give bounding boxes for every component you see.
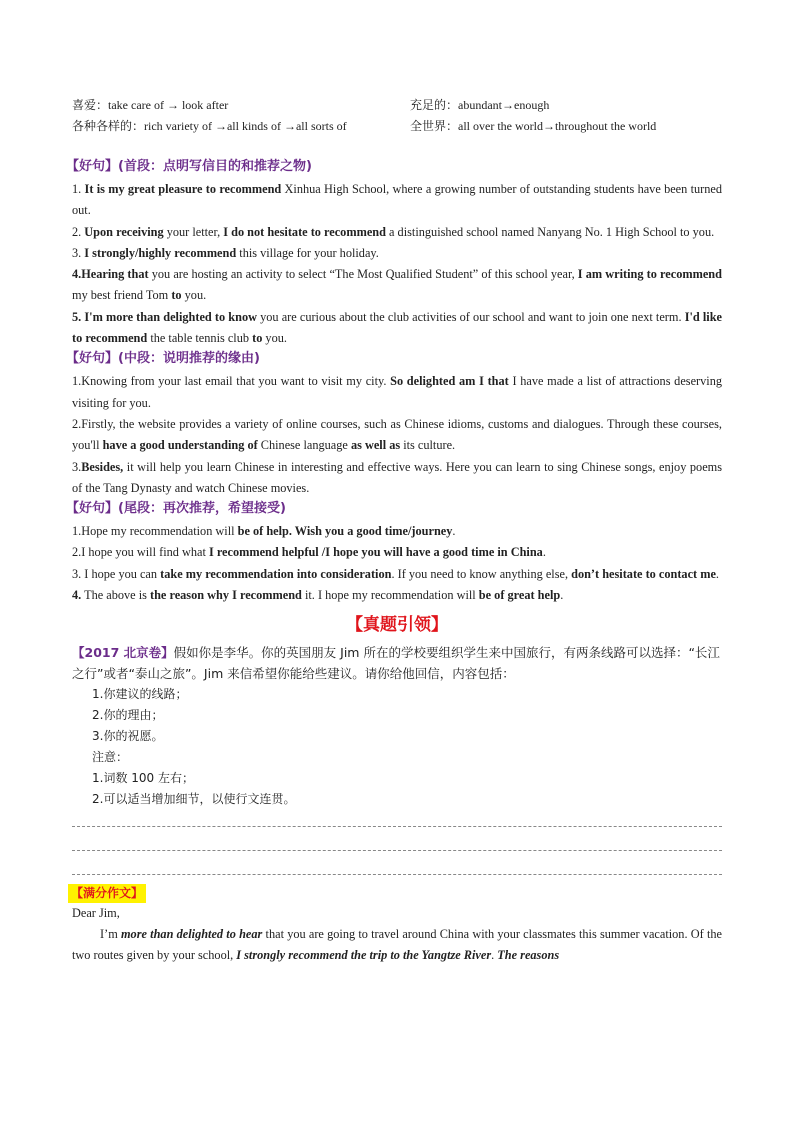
opening-sentence-5: 5. I'm more than delighted to know you are curious about the club activities of our school and want to join one next term. I'd like to recommend the table tennis club to you.: [72, 309, 722, 346]
vocab-left-2: 各种各样的：rich variety of →all kinds of →all sorts of: [72, 119, 347, 133]
ending-sentence-2: 2.I hope you will find what I recommend helpful /I hope you will have a good time in China.: [72, 545, 546, 560]
task-note-label: 注意：: [92, 750, 129, 765]
essay-greeting: Dear Jim,: [72, 906, 120, 921]
task-item: 1.词数 100 左右；: [92, 771, 194, 786]
task-prompt: [72, 642, 722, 684]
middle-sentence-1: 1.Knowing from your last email that you want to visit my city. So delighted am I that I have made a list of attractions deserving visiting for you.: [72, 374, 722, 410]
task-item: 1.你建议的线路；: [92, 687, 188, 702]
middle-sentence-3: 3.Besides, it will help you learn Chinese in interesting and effective ways. Here you can learn to sing Chinese songs, enjoy poems of the Tang Dynasty and watch Chinese movies.: [72, 459, 722, 495]
full-score-badge: 【满分作文】: [68, 884, 146, 903]
section-header-ending: 【好句】(尾段：再次推荐，希望接受): [66, 501, 286, 517]
section-header-middle: 【好句】(中段：说明推荐的缘由): [66, 351, 260, 367]
essay-paragraph: I’m more than delighted to hear that you are going to travel around China with your classmates this summer vacation. Of the two routes given by your school, I strongly recommend the trip to the Yangtze River. The reasons: [72, 927, 722, 963]
task-item: 3.你的祝愿。: [92, 729, 164, 744]
opening-sentence-2: 2. Upon receiving your letter, I do not hesitate to recommend a distinguished school named Nanyang No. 1 High School to you.: [72, 224, 715, 239]
vocabulary-table: [72, 95, 722, 157]
opening-sentence-3: 3. I strongly/highly recommend this village for your holiday.: [72, 245, 379, 260]
opening-sentence-4: 4.Hearing that you are hosting an activity to select “The Most Qualified Student” of this school year, I am writing to recommend my best friend Tom to you.: [72, 267, 722, 303]
task-text: 假如你是李华。你的英国朋友 Jim 所在的学校要组织学生来中国旅行，有两条线路可以选择：“长江之行”或者“泰山之旅”。Jim 来信希望你能给些建议。请你给他回信，内容包括：: [72, 645, 720, 682]
section-header-opening: 【好句】(首段：点明写信目的和推荐之物): [66, 159, 312, 174]
task-item: 2.可以适当增加细节，以使行文连贯。: [92, 792, 296, 807]
ending-sentence-3: 3. I hope you can take my recommendation into consideration. If you need to know anything else, don’t hesitate to contact me.: [72, 566, 719, 581]
ending-sentence-1: 1.Hope my recommendation will be of help. Wish you a good time/journey.: [72, 524, 456, 539]
vocab-left-1: 喜爱：take care of → look after: [72, 98, 229, 112]
opening-sentence-1: 1. It is my great pleasure to recommend Xinhua High School, where a growing number of outstanding students have been turned out.: [72, 182, 723, 218]
task-source: 【2017 北京卷】: [72, 645, 174, 661]
middle-sentence-2: 2.Firstly, the website provides a variety of online courses, such as Chinese idioms, customs and dialogues. Through these courses, you'll have a good understanding of Chinese language as well as its culture.: [72, 416, 722, 453]
vocab-right-1: 充足的：abundant→enough: [410, 98, 550, 112]
vocab-right-2: 全世界：all over the world→throughout the world: [410, 119, 657, 133]
real-exam-title: 【真题引领】: [346, 615, 448, 636]
task-item: 2.你的理由；: [92, 708, 164, 723]
document-page: [66, 95, 723, 966]
ending-sentence-4: 4. The above is the reason why I recommend it. I hope my recommendation will be of great help.: [72, 588, 564, 603]
